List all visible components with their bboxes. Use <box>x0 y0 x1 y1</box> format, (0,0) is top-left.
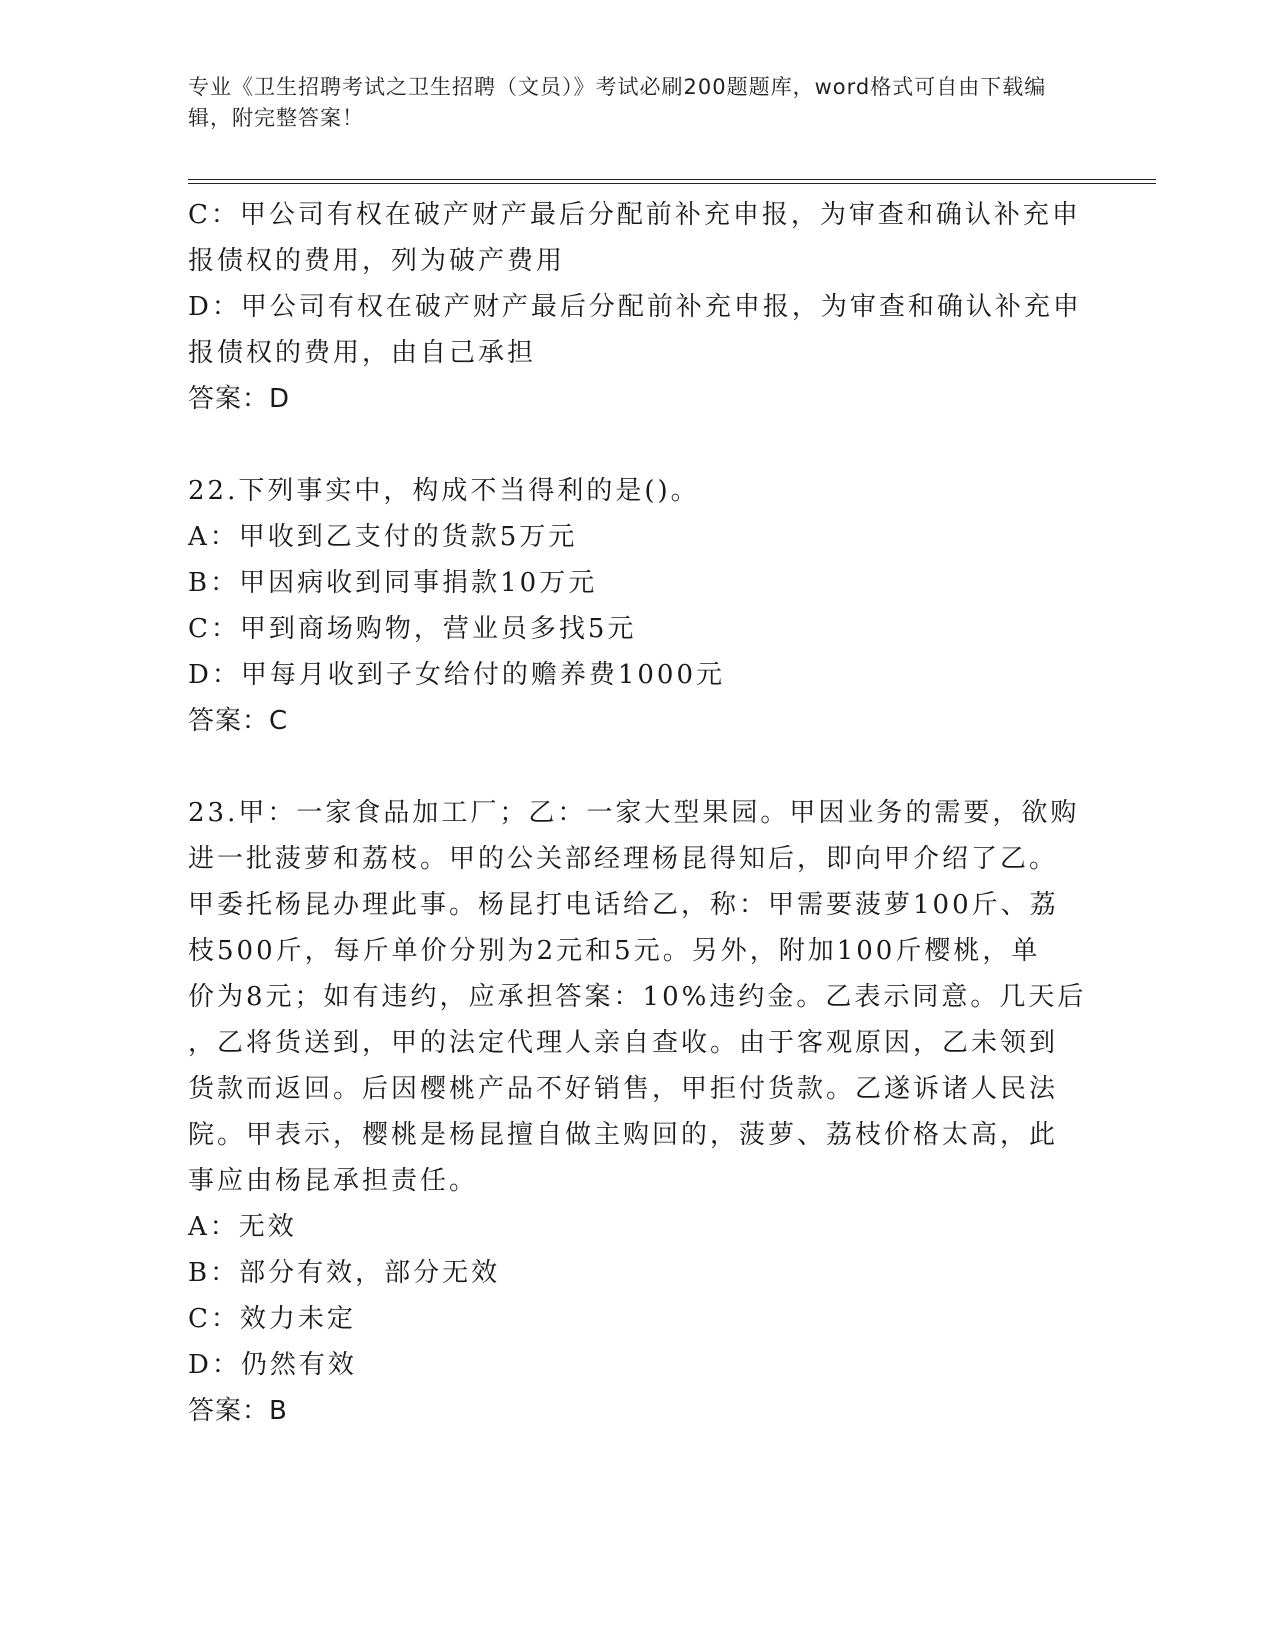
question-stem-line: 进一批菠萝和荔枝。甲的公关部经理杨昆得知后，即向甲介绍了乙。 <box>188 844 1059 874</box>
answer-line: 答案：D <box>188 384 291 414</box>
question-content <box>188 192 1088 1434</box>
option-c-line: 报债权的费用，列为破产费用 <box>188 246 566 276</box>
question-stem-line: 23.甲：一家食品加工厂；乙：一家大型果园。甲因业务的需要，欲购 <box>188 798 1080 828</box>
question-22 <box>188 468 1088 744</box>
option-c: C：甲到商场购物，营业员多找5元 <box>188 614 637 644</box>
question-stem-line: 枝500斤，每斤单价分别为2元和5元。另外，附加100斤樱桃，单 <box>188 936 1041 966</box>
answer-line: 答案：B <box>188 1396 288 1426</box>
option-a: A：无效 <box>188 1212 297 1242</box>
option-a: A：甲收到乙支付的货款5万元 <box>188 522 578 552</box>
header-divider-bottom <box>188 183 1156 184</box>
option-d-line: D：甲公司有权在破产财产最后分配前补充申报，为审查和确认补充申 <box>188 292 1082 322</box>
spacer <box>188 422 1088 468</box>
question-stem-line: ，乙将货送到，甲的法定代理人亲自查收。由于客观原因，乙未领到 <box>188 1028 1059 1058</box>
option-d: D：仍然有效 <box>188 1350 357 1380</box>
option-c-line: C：甲公司有权在破产财产最后分配前补充申报，为审查和确认补充申 <box>188 200 1081 230</box>
option-b: B：甲因病收到同事捐款10万元 <box>188 568 598 598</box>
option-b: B：部分有效，部分无效 <box>188 1258 501 1288</box>
question-23 <box>188 790 1088 1434</box>
question-stem-line: 价为8元；如有违约，应承担答案：10%违约金。乙表示同意。几天后 <box>188 982 1087 1012</box>
question-stem-line: 货款而返回。后因樱桃产品不好销售，甲拒付货款。乙遂诉诸人民法 <box>188 1074 1059 1104</box>
spacer <box>188 744 1088 790</box>
option-c: C：效力未定 <box>188 1304 356 1334</box>
question-stem-line: 院。甲表示，樱桃是杨昆擅自做主购回的，菠萝、荔枝价格太高，此 <box>188 1120 1059 1150</box>
question-stem-line: 事应由杨昆承担责任。 <box>188 1166 479 1196</box>
option-d: D：甲每月收到子女给付的赡养费1000元 <box>188 660 726 690</box>
question-21-tail <box>188 192 1088 422</box>
question-stem-line: 甲委托杨昆办理此事。杨昆打电话给乙，称：甲需要菠萝100斤、荔 <box>188 890 1059 920</box>
option-d-line: 报债权的费用，由自己承担 <box>188 338 537 368</box>
document-header: 专业《卫生招聘考试之卫生招聘（文员）》考试必刷200题题库，word格式可自由下载编辑，附完整答案！ <box>188 75 1047 130</box>
answer-line: 答案：C <box>188 706 289 736</box>
header-divider-top <box>188 179 1156 180</box>
question-stem: 22.下列事实中，构成不当得利的是()。 <box>188 476 700 506</box>
